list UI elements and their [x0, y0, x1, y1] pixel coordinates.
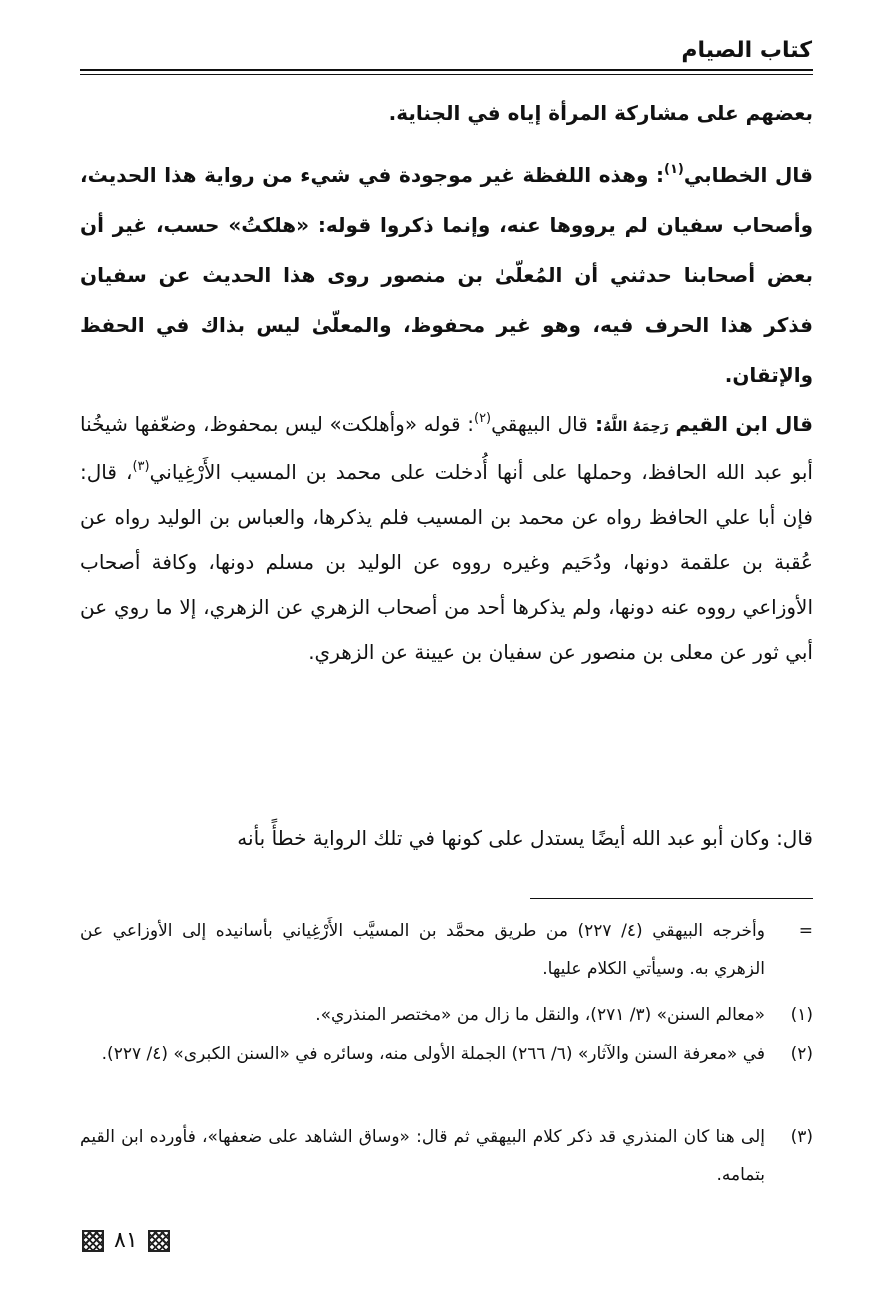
paragraph-final: قال: وكان أبو عبد الله أيضًا يستدل على كونها في تلك الرواية خطأً بأنه	[237, 826, 813, 850]
footnote-ref-3[interactable]: (٣)	[132, 459, 150, 474]
footnote-3	[80, 1118, 813, 1194]
paragraph-khattabi	[80, 150, 813, 400]
ornament-icon	[148, 1230, 170, 1252]
page-number: ٨١	[114, 1228, 138, 1253]
khattabi-quote: : وهذه اللفظة غير موجودة في شيء من رواية هذا الحديث، وأصحاب سفيان لم يرووها عنه، وإنما ذكروا قوله: «هلكتُ» حسب، غير أن بعض أصحابنا حدثني أن المُعلّىٰ بن منصور روى هذا الحديث عن سفيان فذكر هذا الحرف فيه، وهو غير محفوظ، والمعلّىٰ ليس بذاك في الحفظ والإتقان.	[80, 163, 813, 387]
footnote-marker: =	[798, 921, 813, 941]
footnote-marker: (٢)	[790, 1044, 813, 1064]
footnote-continued	[80, 912, 813, 988]
honorific-glyph: رَحِمَهُ اللَّهُ	[603, 419, 669, 435]
header-rule-thin	[80, 74, 813, 75]
footnote-separator	[530, 898, 813, 899]
footnote-marker: (١)	[790, 1005, 813, 1025]
bayhaqi-intro: قال البيهقي	[491, 412, 588, 436]
bayhaqi-quote-continued: ، قال: فإن أبا علي الحافظ رواه عن محمد بن المسيب فلم يذكرها، والعباس بن الوليد رواه عن عُقبة بن علقمة دونها، ودُحَيم وغيره رووه عن الوليد بن مسلم دونها، وكافة أصحاب الأوزاعي رووه عنه دونها، ولم يذكرها أحد من أصحاب الزهري عن الزهري، إلا ما روي عن أبي ثور عن معلى بن منصور عن سفيان بن عيينة عن الزهري.	[80, 460, 813, 664]
footnote-2	[80, 1035, 813, 1073]
footnote-marker: (٣)	[790, 1127, 813, 1147]
footnote-text: وأخرجه البيهقي (٤/ ٢٢٧) من طريق محمَّد بن المسيَّب الأَرْغِياني بأسانيده إلى الأوزاعي عن الزهري به. وسيأتي الكلام عليها.	[80, 921, 765, 979]
footnote-text: في «معرفة السنن والآثار» (٦/ ٢٦٦) الجملة الأولى منه، وسائره في «السنن الكبرى» (٤/ ٢٢٧).	[101, 1044, 765, 1064]
paragraph-continuation: بعضهم على مشاركة المرأة إياه في الجناية.	[388, 101, 813, 125]
speaker-label: قال ابن القيم	[675, 412, 814, 436]
page-footer	[82, 1228, 170, 1253]
footnote-ref-1[interactable]: (١)	[664, 162, 684, 177]
footnote-text: «معالم السنن» (٣/ ٢٧١)، والنقل ما زال من «مختصر المنذري».	[315, 1005, 765, 1025]
paragraph-ibn-al-qayyim	[80, 402, 813, 675]
footnote-ref-2[interactable]: (٢)	[473, 411, 492, 426]
bayhaqi-quote: : قوله «وأهلكت» ليس بمحفوظ، وضعّفها شيخُنا أبو عبد الله الحافظ، وحملها على أنها أُدخلت على محمد بن المسيب الأَرْغِياني	[80, 412, 813, 484]
footnote-1	[80, 996, 813, 1034]
speaker-colon: :	[587, 412, 604, 436]
footnote-text: إلى هنا كان المنذري قد ذكر كلام البيهقي ثم قال: «وساق الشاهد على ضعفها»، فأورده ابن القيم بتمامه.	[80, 1127, 765, 1185]
khattabi-intro: قال الخطابي	[683, 163, 813, 187]
ornament-icon	[82, 1230, 104, 1252]
header-rule-thick	[80, 69, 813, 71]
running-header-title: كتاب الصيام	[681, 38, 812, 63]
